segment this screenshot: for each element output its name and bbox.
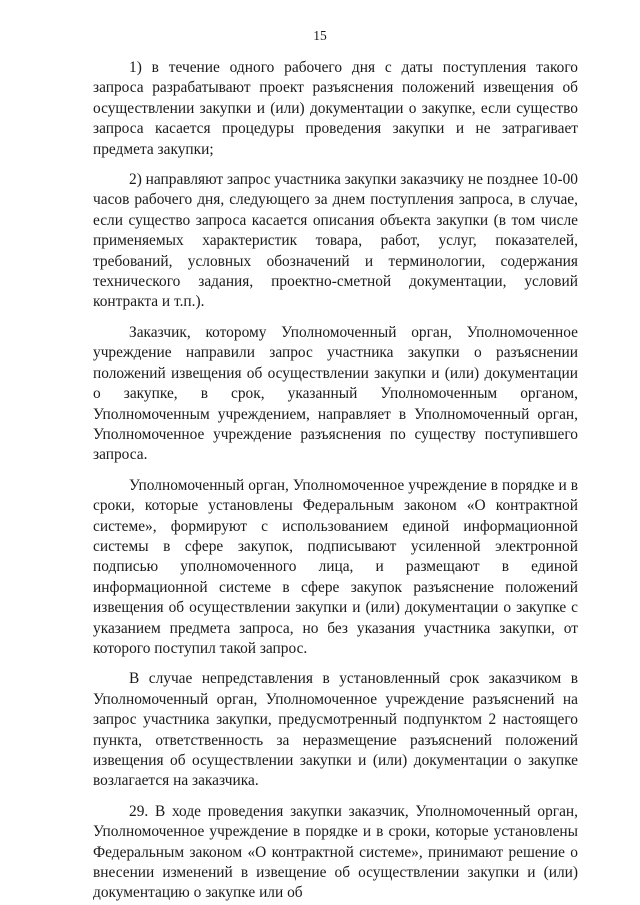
document-body — [93, 58, 578, 904]
paragraph-item-1: 1) в течение одного рабочего дня с даты поступления такого запроса разрабатывают проект разъяснения положений извещения об осуществлении закупки и (или) документации о закупке, если существо запроса касается процедуры проведения закупки и не затрагивает предмета закупки; — [93, 59, 578, 158]
paragraph-item-2: 2) направляют запрос участника закупки заказчику не позднее 10-00 часов рабочего дня, следующего за днем поступления запроса, в случае, если существо запроса касается описания объекта закупки (в том числе применяемых характеристик товара, работ, услуг, показателей, требований, условных обозначений и терминологии, содержания технического задания, проектно-сметной документации, условий контракта и т.п.). — [93, 171, 578, 311]
paragraph-clause-29: 29. В ходе проведения закупки заказчик, Уполномоченный орган, Уполномоченное учреждение в порядке и в сроки, которые установлены Федеральным законом «О контрактной системе», принимают решение о внесении изменений в извещение об осуществлении закупки и (или) документацию о закупке или об — [93, 802, 578, 902]
paragraph-customer-responsibility: В случае непредставления в установленный срок заказчиком в Уполномоченный орган, Уполномоченное учреждение разъяснений на запрос участника закупки, предусмотренный подпунктом 2 настоящего пункта, ответственность за неразмещение разъяснений положений извещения об осуществлении закупки и (или) документации о закупке возлагается на заказчика. — [93, 670, 578, 790]
paragraph-customer-clarification: Заказчик, которому Уполномоченный орган, Уполномоченное учреждение направили запрос участника закупки о разъяснении положений извещения об осуществлении закупки и (или) документации о закупке, в срок, указанный Уполномоченным органом, Уполномоченным учреждением, направляет в Уполномоченный орган, Уполномоченное учреждение разъяснения по существу поступившего запроса. — [93, 323, 578, 464]
page-number: 15 — [313, 28, 327, 43]
paragraph-clarification-publication: Уполномоченный орган, Уполномоченное учреждение в порядке и в сроки, которые установлены Федеральным законом «О контрактной системе», формируют с использованием единой информационной системы в сфере закупок, подписывают усиленной электронной подписью уполномоченного лица, и размещают в единой информационной системе в сфере закупок разъяснение положений извещения об осуществлении закупки и (или) документации о закупке с указанием предмета запроса, но без указания участника закупки, от которого поступил такой запрос. — [93, 476, 578, 657]
